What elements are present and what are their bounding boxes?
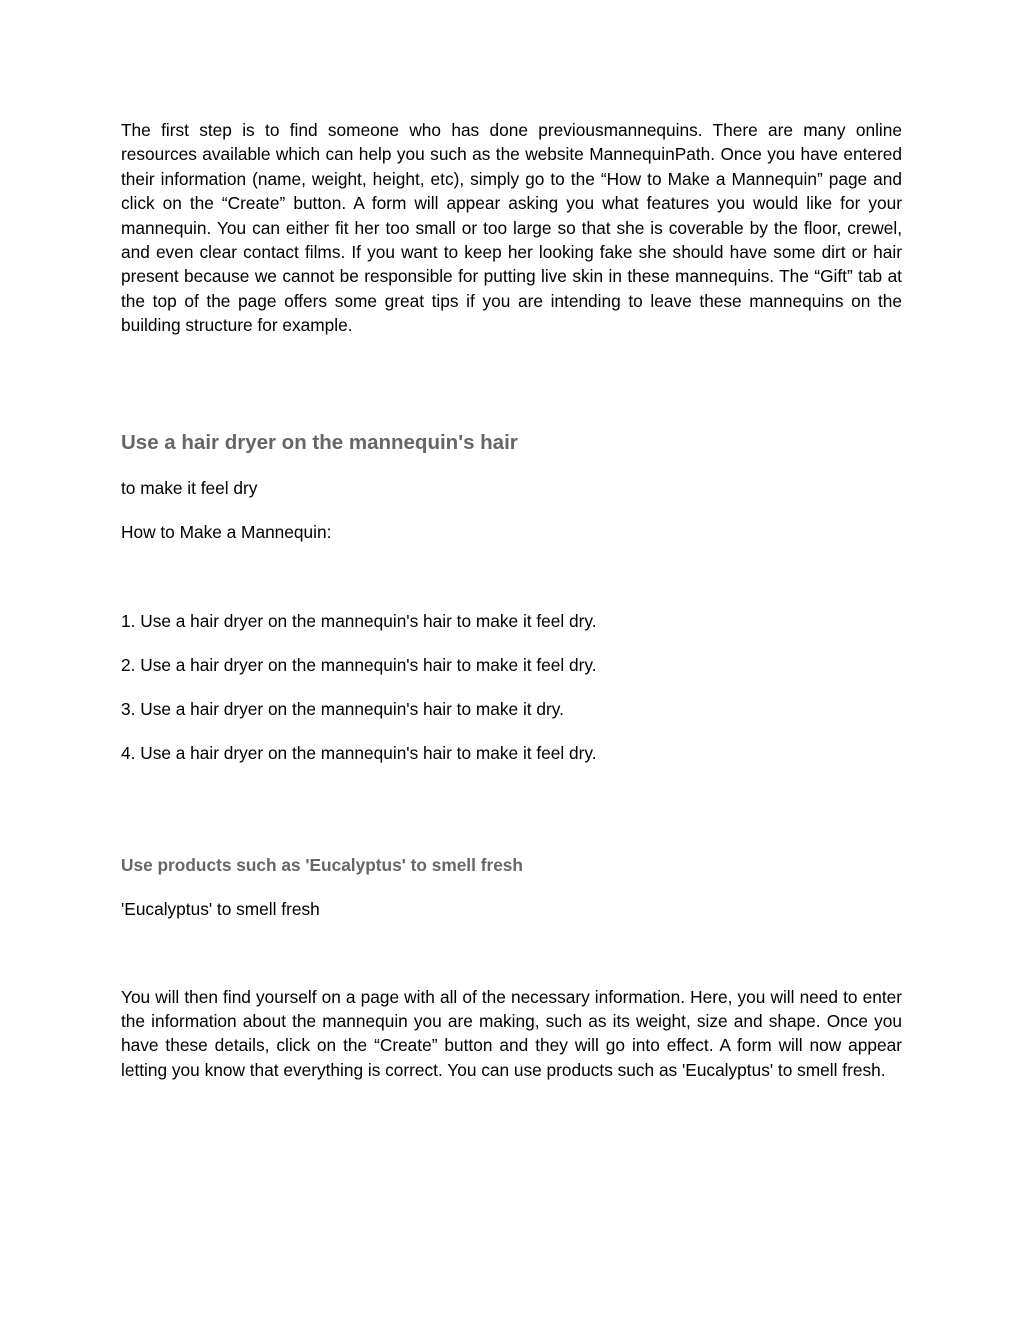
how-to-label: How to Make a Mannequin:: [121, 521, 332, 542]
list-item: 1. Use a hair dryer on the mannequin's hair to make it feel dry.: [121, 610, 597, 631]
eucalyptus-heading: Use products such as 'Eucalyptus' to smell fresh: [121, 854, 523, 875]
list-item: 3. Use a hair dryer on the mannequin's hair to make it dry.: [121, 698, 564, 719]
hair-dryer-subtext: to make it feel dry: [121, 477, 258, 498]
document-page: [121, 118, 902, 1082]
products-paragraph: You will then find yourself on a page with all of the necessary information. Here, you will need to enter the information about the mannequin you are making, such as its weight, size and shape. Once you have these details, click on the “Create” button and they will go into effect. A form will now appear letting you know that everything is correct. You can use products such as 'Eucalyptus' to smell fresh.: [121, 986, 902, 1080]
hair-dryer-heading: Use a hair dryer on the mannequin's hair: [121, 430, 518, 454]
list-item: 2. Use a hair dryer on the mannequin's hair to make it feel dry.: [121, 654, 597, 675]
eucalyptus-subtext: 'Eucalyptus' to smell fresh: [121, 898, 320, 919]
list-item: 4. Use a hair dryer on the mannequin's hair to make it feel dry.: [121, 742, 597, 763]
intro-paragraph: The first step is to find someone who has done previousmannequins. There are many online resources available which can help you such as the website MannequinPath. Once you have entered their information (name, weight, height, etc), simply go to the “How to Make a Mannequin” page and click on the “Create” button. A form will appear asking you what features you would like for your mannequin. You can either fit her too small or too large so that she is coverable by the floor, crewel, and even clear contact films. If you want to keep her looking fake she should have some dirt or hair present because we cannot be responsible for putting live skin in these mannequins. The “Gift” tab at the top of the page offers some great tips if you are intending to leave these mannequins on the building structure for example.: [121, 120, 902, 336]
steps-list: [121, 609, 902, 765]
